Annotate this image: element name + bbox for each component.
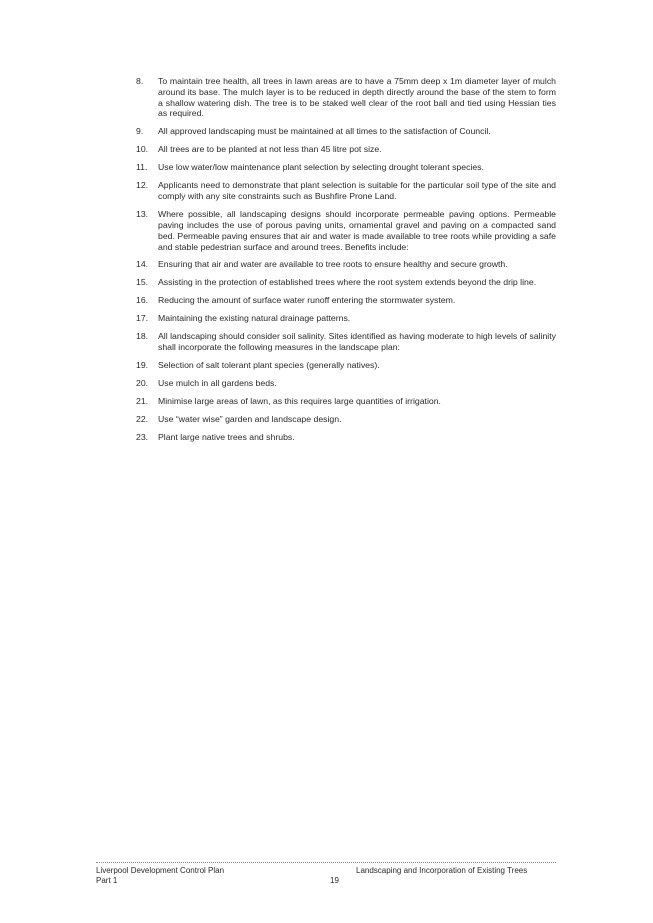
list-item-text: Assisting in the protection of established trees where the root system extends beyond the drip line. [158, 277, 537, 288]
list-item-number: 14. [136, 259, 149, 270]
list-item-text: Selection of salt tolerant plant species (generally natives). [158, 360, 380, 371]
list-item [136, 378, 556, 389]
list-item [136, 277, 556, 288]
list-item-text: Applicants need to demonstrate that plant selection is suitable for the particular soil type of the site and comply with any site constraints such as Bushfire Prone Land. [158, 180, 556, 202]
list-item [136, 209, 556, 252]
list-item [136, 126, 556, 137]
page-number: 19 [330, 876, 339, 885]
numbered-list [136, 76, 556, 450]
list-item [136, 360, 556, 371]
list-item-number: 19. [136, 360, 149, 371]
list-item-number: 15. [136, 277, 149, 288]
footer-document-title: Liverpool Development Control Plan [96, 866, 225, 875]
list-item-number: 12. [136, 180, 149, 191]
list-item-number: 11. [136, 162, 148, 173]
footer-divider [96, 862, 556, 863]
list-item-number: 20. [136, 378, 149, 389]
list-item-number: 22. [136, 414, 149, 425]
list-item-text: Minimise large areas of lawn, as this requires large quantities of irrigation. [158, 396, 441, 407]
list-item-text: Ensuring that air and water are available to tree roots to ensure healthy and secure growth. [158, 259, 508, 270]
list-item-text: To maintain tree health, all trees in lawn areas are to have a 75mm deep x 1m diameter layer of mulch around its base. The mulch layer is to be reduced in depth directly around the base of the stem to form a shallow watering dish. The tree is to be staked well clear of the root ball and tied using Hessian ties as required. [158, 76, 556, 119]
list-item-text: All trees are to be planted at not less than 45 litre pot size. [158, 144, 382, 155]
list-item-text: Reducing the amount of surface water runoff entering the stormwater system. [158, 295, 456, 306]
footer-section-title: Landscaping and Incorporation of Existing Trees [356, 866, 528, 875]
list-item-number: 13. [136, 209, 149, 220]
list-item [136, 396, 556, 407]
list-item [136, 331, 556, 353]
list-item-number: 16. [136, 295, 149, 306]
list-item-number: 18. [136, 331, 149, 342]
list-item [136, 414, 556, 425]
list-item-number: 23. [136, 432, 149, 443]
list-item [136, 295, 556, 306]
list-item-number: 21. [136, 396, 149, 407]
list-item-text: Use low water/low maintenance plant selection by selecting drought tolerant species. [158, 162, 484, 173]
list-item [136, 76, 556, 119]
list-item-number: 17. [136, 313, 149, 324]
list-item-text: Where possible, all landscaping designs should incorporate permeable paving options. Permeable paving includes the use of porous paving units, ornamental gravel and paving on a compacted sand bed. Permeable paving ensures that air and water is made available to tree roots while providing a safe and stable pedestrian surface and around trees. Benefits include: [158, 209, 556, 252]
list-item-text: Use mulch in all gardens beds. [158, 378, 277, 389]
list-item-text: Plant large native trees and shrubs. [158, 432, 295, 443]
list-item-text: All landscaping should consider soil salinity. Sites identified as having moderate to high levels of salinity shall incorporate the following measures in the landscape plan: [158, 331, 556, 353]
list-item-text: Use “water wise” garden and landscape design. [158, 414, 342, 425]
list-item-number: 10. [136, 144, 149, 155]
list-item-number: 9. [136, 126, 144, 137]
list-item [136, 432, 556, 443]
list-item [136, 144, 556, 155]
list-item [136, 313, 556, 324]
list-item-number: 8. [136, 76, 144, 86]
list-item-text: All approved landscaping must be maintained at all times to the satisfaction of Council. [158, 126, 491, 137]
list-item [136, 259, 556, 270]
list-item [136, 162, 556, 173]
list-item [136, 180, 556, 202]
footer-part-label: Part 1 [96, 876, 118, 885]
list-item-text: Maintaining the existing natural drainage patterns. [158, 313, 351, 324]
